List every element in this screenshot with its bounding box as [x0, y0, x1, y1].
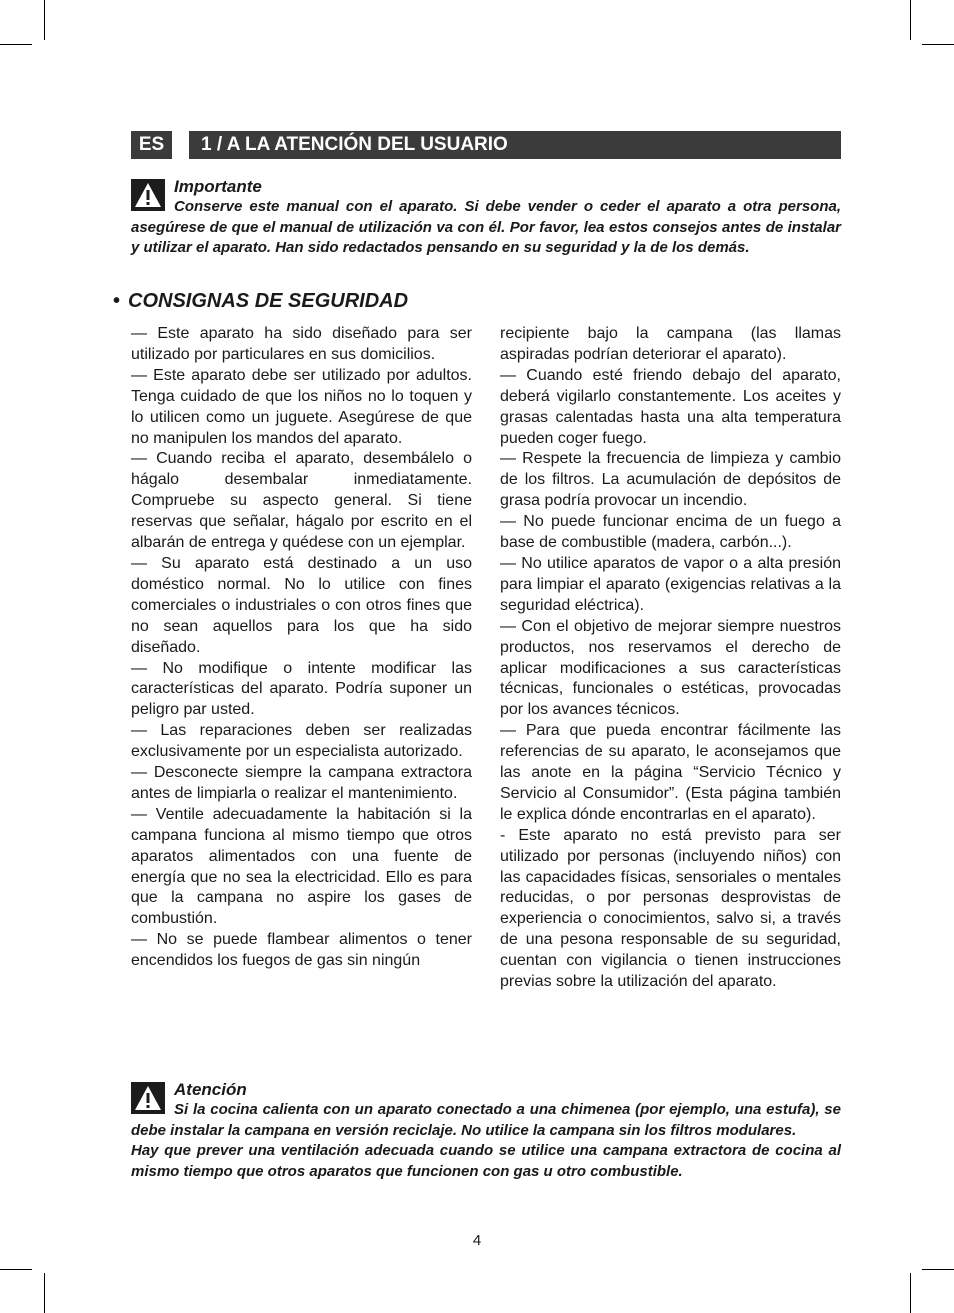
bullet: •	[113, 290, 121, 312]
attention-notice	[131, 1080, 841, 1182]
crop-mark	[44, 1273, 45, 1313]
safety-item: — Desconecte siempre la campana extractora antes de limpiarla o realizar el mantenimiento.	[131, 764, 472, 802]
crop-mark	[44, 0, 45, 40]
crop-mark	[910, 1273, 911, 1313]
language-badge: ES	[131, 131, 172, 159]
attention-text: Hay que prever una ventilación adecuada cuando se utilice una campana extractora de cocina al mismo tiempo que otros aparatos que funcionen con gas u otro combustible.	[131, 1142, 841, 1180]
warning-triangle-icon	[131, 1082, 165, 1114]
attention-title: Atención	[174, 1080, 247, 1099]
right-column	[500, 324, 841, 993]
warning-triangle-icon	[131, 179, 165, 211]
safety-item: — No utilice aparatos de vapor o a alta presión para limpiar el aparato (exigencias relativas a la seguridad eléctrica).	[500, 554, 841, 614]
safety-item: — Con el objetivo de mejorar siempre nuestros productos, nos reservamos el derecho de aplicar modificaciones a sus características técnicas, funcionales o estéticas, provocadas por los avances técnicos.	[500, 617, 841, 719]
safety-item: — Para que pueda encontrar fácilmente las referencias de su aparato, le aconsejamos que las anote en la página “Servicio Técnico y Servicio al Consumidor”. (Esta página también le explica dónde encontrarlas en el aparato).	[500, 722, 841, 823]
safety-item: — Ventile adecuadamente la habitación si la campana funciona al mismo tiempo que otros aparatos alimentados con una fuente de energía que no sea la electricidad. Ello es para que la campana no aspire los gases de combustión.	[131, 805, 472, 928]
crop-mark	[0, 1269, 32, 1270]
safety-item: recipiente bajo la campana (las llamas aspiradas podrían deteriorar el aparato).	[500, 325, 841, 363]
attention-text: Si la cocina calienta con un aparato conectado a una chimenea (por ejemplo, una estufa), se debe instalar la campana en versión reciclaje. No utilice la campana sin los filtros modulares.	[131, 1101, 841, 1139]
safety-heading-text: CONSIGNAS DE SEGURIDAD	[128, 290, 409, 312]
section-title: 1 / A LA ATENCIÓN DEL USUARIO	[189, 131, 841, 159]
safety-item: — No puede funcionar encima de un fuego a base de combustible (madera, carbón...).	[500, 513, 841, 552]
safety-item: — Este aparato debe ser utilizado por adultos. Tenga cuidado de que los niños no lo toquen y lo utilicen como un juguete. Asegúrese de que no manipulen los mandos del aparato.	[131, 366, 472, 447]
section-header	[131, 131, 841, 159]
safety-item: — Su aparato está destinado a un uso doméstico normal. No lo utilice con fines comerciales o industriales o con otros fines que no sean aquellos para los que ha sido diseñado.	[131, 554, 472, 656]
safety-item: - Este aparato no está previsto para ser utilizado por personas (incluyendo niños) con las capacidades físicas, sensoriales o mentales reducidas, o por personas desprovistas de experiencia o conocimientos, salvo si, a través de una pesona responsable de su seguridad, cuentan con vigilancia o tienen instrucciones previas sobre la utilización del aparato.	[500, 826, 841, 991]
left-column	[131, 324, 472, 972]
safety-item: — No modifique o intente modificar las características del aparato. Podría suponer un peligro par usted.	[131, 659, 472, 719]
safety-item: — Las reparaciones deben ser realizadas exclusivamente por un especialista autorizado.	[131, 722, 472, 761]
page-number: 4	[472, 1232, 482, 1249]
safety-item: — Cuando esté friendo debajo del aparato, deberá vigilarlo constantemente. Los aceites y grasas calentadas hasta una alta temperatura pueden coger fuego.	[500, 366, 841, 447]
safety-item: — Este aparato ha sido diseñado para ser utilizado por particulares en sus domicilios.	[131, 325, 472, 363]
crop-mark	[0, 44, 32, 45]
important-title: Importante	[174, 177, 262, 196]
important-text: Conserve este manual con el aparato. Si debe vender o ceder el aparato a otra persona, asegúrese de que el manual de utilización va con él. Por favor, lea estos consejos antes de instalar y utilizar el aparato. Han sido redactados pensando en su seguridad y la de los demás.	[131, 198, 841, 256]
safety-item: — No se puede flambear alimentos o tener encendidos los fuegos de gas sin ningún	[131, 931, 472, 970]
safety-item: — Cuando reciba el aparato, desembálelo o hágalo desembalar inmediatamente. Compruebe su aspecto general. Si tiene reservas que señalar, hágalo por escrito en el albarán de entrega y quédese con un ejemplar.	[131, 450, 472, 552]
important-notice	[131, 177, 841, 259]
crop-mark	[922, 1269, 954, 1270]
safety-item: — Respete la frecuencia de limpieza y cambio de los filtros. La acumulación de depósitos de grasa podría provocar un incendio.	[500, 450, 841, 510]
safety-heading	[113, 290, 408, 313]
crop-mark	[922, 44, 954, 45]
crop-mark	[910, 0, 911, 40]
